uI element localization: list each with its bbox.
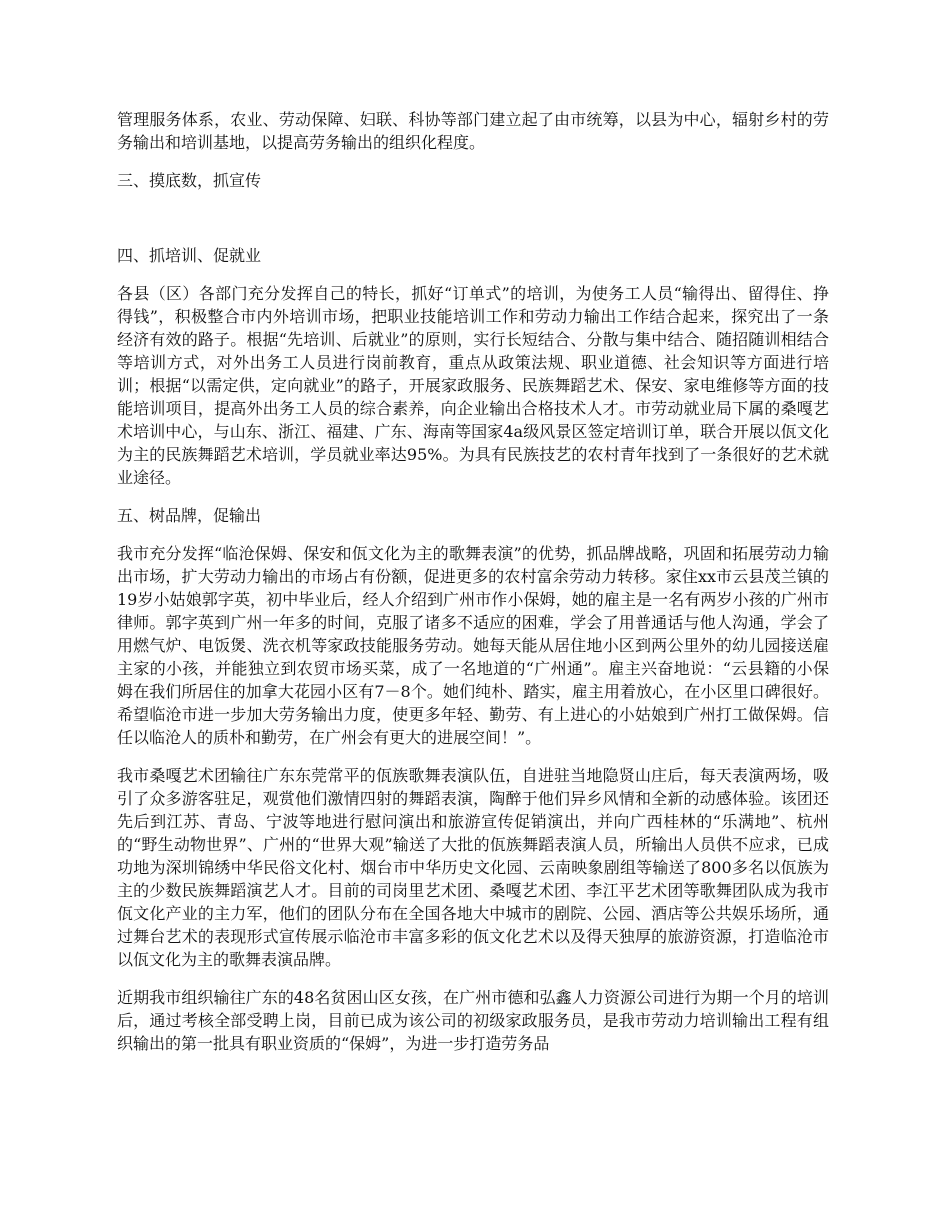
section-heading-4: 四、抓培训、促就业 <box>117 246 262 265</box>
paragraph-brand: 我市充分发挥“临沧保姆、保安和佤文化为主的歌舞表演”的优势，抓品牌战略，巩固和拓展劳动力输出市场，扩大劳动力输出的市场占有份额，促进更多的农村富余劳动力转移。家住xx市云县茂兰镇的19岁小姑娘郭字英，初中毕业后，经人介绍到广州市作小保姆，她的雇主是一名有两岁小孩的广州市律师。郭字英到广州一年多的时间，克服了诸多不适应的困难，学会了用普通话与他人沟通，学会了用燃气炉、电饭煲、洗衣机等家政技能服务劳动。她每天能从居住地小区到两公里外的幼儿园接送雇主家的小孩，并能独立到农贸市场买菜，成了一名地道的“广州通”。雇主兴奋地说：“云县籍的小保姆在我们所居住的加拿大花园小区有7－8个。她们纯朴、踏实，雇主用着放心，在小区里口碑很好。希望临沧市进一步加大劳务输出力度，使更多年轻、勤劳、有上进心的小姑娘到广州打工做保姆。信任以临沧人的质朴和勤劳，在广州会有更大的进展空间！”。 <box>117 544 829 747</box>
section-heading-3: 三、摸底数，抓宣传 <box>117 171 262 190</box>
document-page <box>117 108 829 1070</box>
paragraph-intro: 管理服务体系，农业、劳动保障、妇联、科协等部门建立起了由市统筹，以县为中心，辐射乡村的劳务输出和培训基地，以提高劳务输出的组织化程度。 <box>117 110 829 152</box>
paragraph-recent: 近期我市组织输往广东的48名贫困山区女孩，在广州市德和弘鑫人力资源公司进行为期一个月的培训后，通过考核全部受聘上岗，目前已成为该公司的初级家政服务员，是我市劳动力培训输出工程有组织输出的第一批具有职业资质的“保姆”，为进一步打造劳务品 <box>117 988 829 1053</box>
section-heading-5: 五、树品牌，促输出 <box>117 506 262 525</box>
paragraph-art-troupe: 我市桑嘎艺术团输往广东东莞常平的佤族歌舞表演队伍，自进驻当地隐贤山庄后，每天表演两场，吸引了众多游客驻足，观赏他们激情四射的舞蹈表演，陶醉于他们异乡风情和全新的动感体验。该团还先后到江苏、青岛、宁波等地进行慰问演出和旅游宣传促销演出，并向广西桂林的“乐满地”、杭州的“野生动物世界”、广州的“世界大观”输送了大批的佤族舞蹈表演人员，所输出人员供不应求，已成功地为深圳锦绣中华民俗文化村、烟台市中华历史文化园、云南映象剧组等输送了800多名以佤族为主的少数民族舞蹈演艺人才。目前的司岗里艺术团、桑嘎艺术团、李江平艺术团等歌舞团队成为我市佤文化产业的主力军，他们的团队分布在全国各地大中城市的剧院、公园、酒店等公共娱乐场所，通过舞台艺术的表现形式宣传展示临沧市丰富多彩的佤文化艺术以及得天独厚的旅游资源，打造临沧市以佤文化为主的歌舞表演品牌。 <box>117 766 829 969</box>
paragraph-training: 各县（区）各部门充分发挥自己的特长，抓好“订单式”的培训，为使务工人员“输得出、留得住、挣得钱”，积极整合市内外培训市场，把职业技能培训工作和劳动力输出工作结合起来，探究出了一条经济有效的路子。根据“先培训、后就业”的原则，实行长短结合、分散与集中结合、随招随训相结合等培训方式，对外出务工人员进行岗前教育，重点从政策法规、职业道德、社会知识等方面进行培训；根据“以需定供，定向就业”的路子，开展家政服务、民族舞蹈艺术、保安、家电维修等方面的技能培训项目，提高外出务工人员的综合素养，向企业输出合格技术人才。市劳动就业局下属的桑嘎艺术培训中心，与山东、浙江、福建、广东、海南等国家4a级风景区签定培训订单，联合开展以佤文化为主的民族舞蹈艺术培训，学员就业率达95%。为具有民族技艺的农村青年找到了一条很好的艺术就业途径。 <box>117 284 829 487</box>
